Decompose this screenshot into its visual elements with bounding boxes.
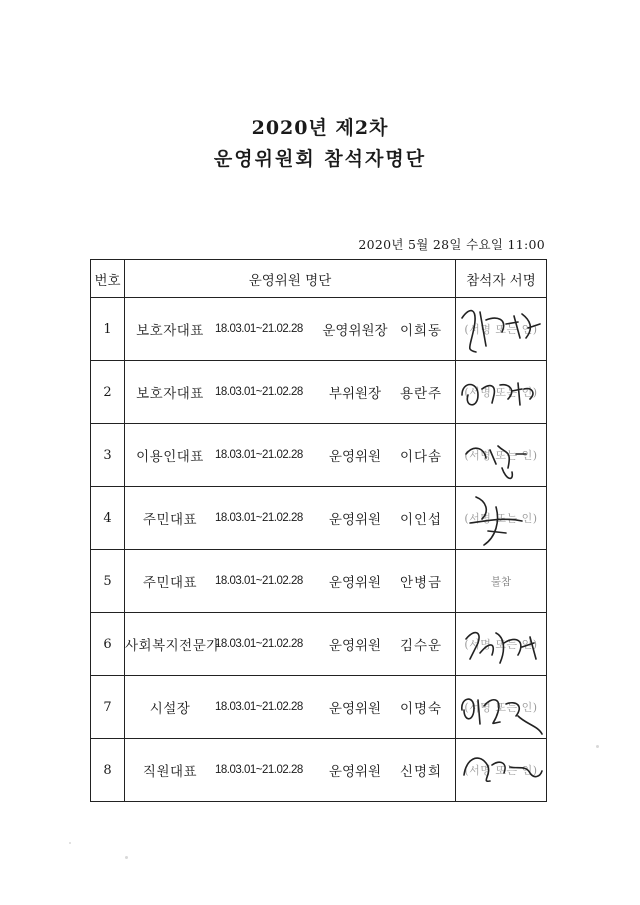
signature-cell xyxy=(456,676,547,739)
attendance-table xyxy=(90,259,547,802)
member-position: 운영위원 xyxy=(328,638,382,654)
signature-placeholder: (서명 또는 인) xyxy=(464,512,538,525)
member-name: 이명숙 xyxy=(399,701,443,717)
table-row xyxy=(91,613,547,676)
member-term: 18.03.01~21.02.28 xyxy=(215,449,303,461)
member-position: 운영위원 xyxy=(328,764,382,780)
member-category: 주민대표 xyxy=(142,575,198,591)
member-position: 운영위원 xyxy=(328,701,382,717)
member-category: 직원대표 xyxy=(142,764,198,780)
signature-cell xyxy=(456,424,547,487)
member-term: 18.03.01~21.02.28 xyxy=(215,638,303,650)
member-name: 김수운 xyxy=(399,638,443,654)
document-title: 2020년 제2차 xyxy=(251,117,389,139)
table-row xyxy=(91,424,547,487)
signature-placeholder: (서명 또는 인) xyxy=(464,323,538,336)
row-number: 8 xyxy=(91,739,125,802)
table-row xyxy=(91,298,547,361)
member-name: 이인섭 xyxy=(399,512,443,528)
row-number: 3 xyxy=(91,424,125,487)
row-number: 6 xyxy=(91,613,125,676)
member-term: 18.03.01~21.02.28 xyxy=(215,386,303,398)
member-category: 시설장 xyxy=(149,701,191,717)
member-info xyxy=(125,739,456,802)
meeting-datetime: 2020년 5월 28일 수요일 11:00 xyxy=(358,237,545,252)
header-signature: 참석자 서명 xyxy=(456,260,547,298)
member-category: 보호자대표 xyxy=(136,323,204,339)
scan-speck xyxy=(69,842,71,844)
member-category: 사회복지전문가 xyxy=(125,638,220,654)
member-position: 운영위원장 xyxy=(322,323,388,339)
row-number: 7 xyxy=(91,676,125,739)
member-name: 이희동 xyxy=(399,323,443,339)
member-category: 보호자대표 xyxy=(136,386,204,402)
signature-cell xyxy=(456,613,547,676)
member-position: 운영위원 xyxy=(328,512,382,528)
member-position: 부위원장 xyxy=(328,386,382,402)
member-name: 신명희 xyxy=(399,764,443,780)
signature-placeholder: (서명 또는 인) xyxy=(464,701,538,714)
signature-placeholder: (서명 또는 인) xyxy=(464,638,538,651)
member-info xyxy=(125,424,456,487)
row-number: 5 xyxy=(91,550,125,613)
table-row xyxy=(91,550,547,613)
table-row xyxy=(91,676,547,739)
signature-placeholder: (서명 또는 인) xyxy=(464,449,538,462)
member-info xyxy=(125,676,456,739)
table-row xyxy=(91,487,547,550)
row-number: 2 xyxy=(91,361,125,424)
signature-cell xyxy=(456,298,547,361)
signature-placeholder: (서명 또는 인) xyxy=(464,764,538,777)
member-name: 용란주 xyxy=(399,386,443,402)
member-info xyxy=(125,298,456,361)
member-position: 운영위원 xyxy=(328,449,382,465)
member-position: 운영위원 xyxy=(328,575,382,591)
member-name: 이다솜 xyxy=(399,449,443,465)
member-info xyxy=(125,613,456,676)
scan-speck xyxy=(596,745,599,748)
member-info xyxy=(125,550,456,613)
header-number: 번호 xyxy=(91,260,125,298)
member-name: 안병금 xyxy=(399,575,443,591)
table-header-row xyxy=(91,260,547,298)
member-term: 18.03.01~21.02.28 xyxy=(215,323,303,335)
absent-label: 불참 xyxy=(490,575,512,588)
attendance-rows xyxy=(91,298,547,802)
member-category: 이용인대표 xyxy=(136,449,204,465)
scan-speck xyxy=(125,856,128,859)
signature-cell xyxy=(456,361,547,424)
member-term: 18.03.01~21.02.28 xyxy=(215,575,303,587)
table-row xyxy=(91,361,547,424)
row-number: 1 xyxy=(91,298,125,361)
signature-placeholder: (서명 또는 인) xyxy=(464,386,538,399)
signature-cell xyxy=(456,550,547,613)
member-category: 주민대표 xyxy=(142,512,198,528)
member-info xyxy=(125,361,456,424)
member-info xyxy=(125,487,456,550)
table-row xyxy=(91,739,547,802)
header-members: 운영위원 명단 xyxy=(125,260,456,298)
signature-cell xyxy=(456,739,547,802)
row-number: 4 xyxy=(91,487,125,550)
member-term: 18.03.01~21.02.28 xyxy=(215,701,303,713)
signature-cell xyxy=(456,487,547,550)
document-subtitle: 운영위원회 참석자명단 xyxy=(213,148,427,170)
member-term: 18.03.01~21.02.28 xyxy=(215,512,303,524)
member-term: 18.03.01~21.02.28 xyxy=(215,764,303,776)
